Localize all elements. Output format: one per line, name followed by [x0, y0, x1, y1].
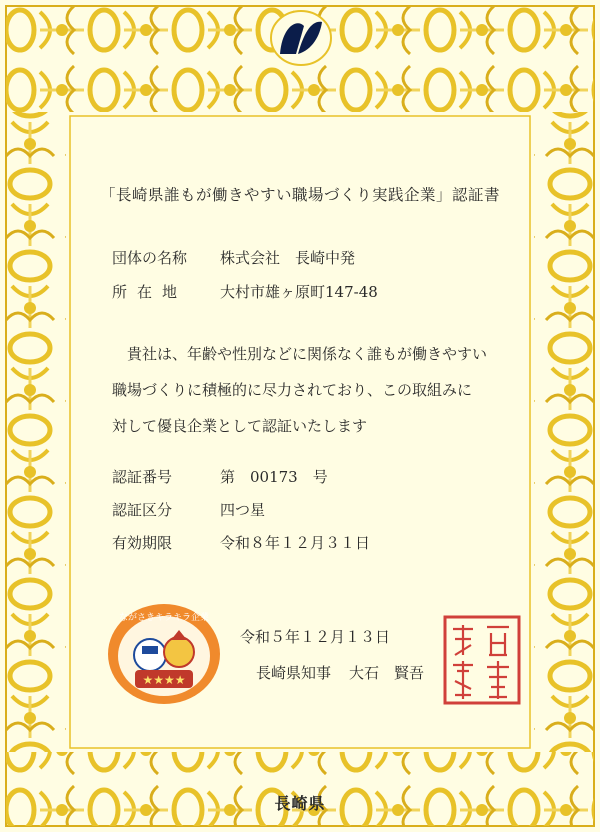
cert-validity-value: 令和８年１２月３１日 — [220, 534, 371, 552]
body-line: 貴社は、年齢や性別などに関係なく誰もが働きやすい — [112, 345, 488, 363]
cert-category-label: 認証区分 — [112, 501, 173, 519]
org-address-label: 所在地 — [112, 283, 188, 301]
org-name-row — [112, 247, 355, 268]
body-line: 対して優良企業として認証いたします — [112, 417, 368, 435]
footer-label: 長崎県 — [274, 794, 326, 813]
kirakira-badge-icon — [105, 600, 223, 708]
cert-validity-row — [112, 532, 370, 553]
org-address-value: 大村市雄ヶ原町147-48 — [220, 283, 378, 301]
certificate-title: 「長崎県誰もが働きやすい職場づくり実践企業」認証書 — [99, 186, 500, 204]
official-seal — [443, 615, 521, 705]
cert-category-row — [112, 499, 265, 520]
body-line: 職場づくりに積極的に尽力されており、この取組みに — [112, 381, 473, 399]
prefecture-logo-icon — [268, 8, 334, 68]
signer-title: 長崎県知事 — [256, 664, 332, 682]
badge-stars: ★★★★ — [142, 673, 186, 687]
cert-number-label: 認証番号 — [112, 468, 173, 486]
org-name-value: 株式会社 長崎中発 — [220, 249, 356, 267]
cert-number-row — [112, 466, 328, 487]
cert-number-value: 第 00173 号 — [220, 468, 328, 486]
signer-name: 大石 賢吾 — [349, 664, 425, 682]
certificate-body — [112, 336, 512, 444]
badge-text: ながさきキラキラ企業 — [118, 613, 210, 623]
issue-date: 令和５年１２月１３日 — [240, 628, 391, 646]
cert-category-value: 四つ星 — [220, 501, 266, 519]
signer — [256, 662, 442, 683]
cert-validity-label: 有効期限 — [112, 534, 173, 552]
org-address-row — [112, 281, 378, 302]
org-name-label: 団体の名称 — [112, 249, 188, 267]
